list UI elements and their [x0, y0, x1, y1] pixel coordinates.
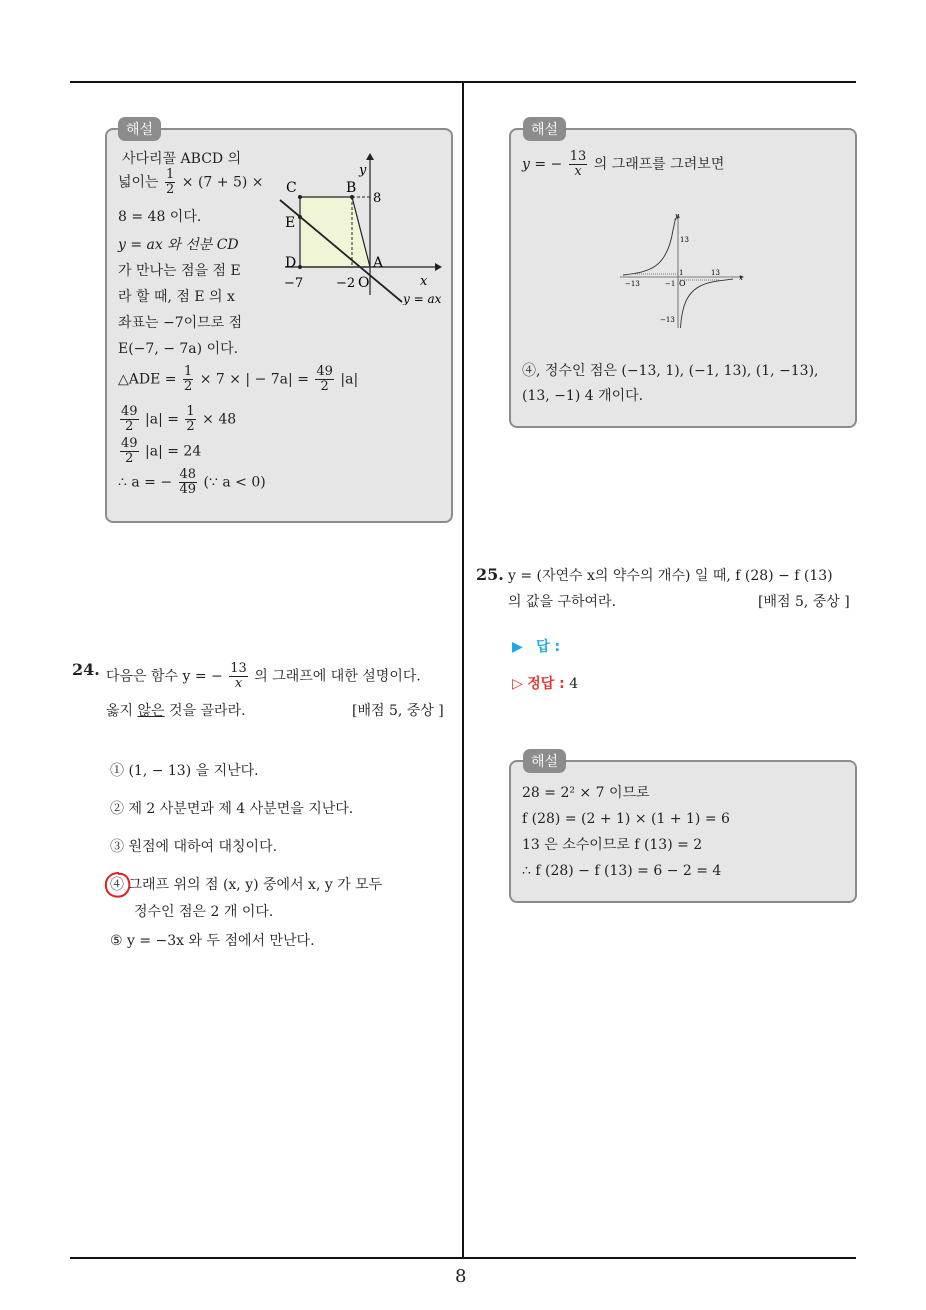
- q24-option-3[interactable]: ③ 원점에 대하여 대칭이다.: [110, 839, 278, 855]
- label-b: B: [346, 180, 357, 196]
- label-a: A: [373, 255, 384, 271]
- sol24-line1: y = − $\frac{13}{x}$ 의 그래프를 그려보면: [522, 149, 725, 179]
- sol23-line10: $\frac{49}{2}$ |a| = $\frac{1}{2}$ × 48: [121, 404, 237, 434]
- sol23-line5: 가 만나는 점을 점 E: [118, 263, 241, 279]
- tick-y-13: 13: [680, 236, 689, 244]
- page-number: 8: [455, 1266, 467, 1287]
- label-y-axis: y: [359, 163, 367, 178]
- q24-option-4-cont: 정수인 점은 2 개 이다.: [134, 904, 274, 920]
- tick-m1: −1: [665, 280, 676, 288]
- label-x-axis: x: [420, 274, 428, 289]
- tick-x-m13: −13: [625, 280, 640, 288]
- q24-points: [배점 5, 중상 ]: [352, 703, 444, 719]
- label-origin: O: [679, 279, 686, 288]
- sol23-line12: ∴ a = − $\frac{48}{49}$ (∵ a < 0): [118, 467, 266, 497]
- q24-stem-line1: 다음은 함수 y = − $\frac{13}{x}$ 의 그래프에 대한 설명이다.: [106, 661, 421, 691]
- point-c: [298, 195, 302, 199]
- sol24-answer-line2: (13, −1) 4 개이다.: [522, 388, 644, 404]
- sol25-line2: f (28) = (2 + 1) × (1 + 1) = 6: [522, 811, 730, 827]
- tick-1: 1: [679, 269, 684, 277]
- trapezoid-graph: [270, 150, 450, 305]
- y-axis-arrow: [366, 153, 374, 160]
- sol25-line3: 13 은 소수이므로 f (13) = 2: [522, 837, 703, 853]
- sol23-line6: 라 할 때, 점 E 의 x: [118, 289, 235, 305]
- label-line: y = ax: [403, 292, 442, 305]
- sol23-line8: E(−7, − 7a) 이다.: [118, 341, 239, 357]
- sol23-line4: y = ax 와 선분 CD: [118, 237, 239, 253]
- label-o: O: [358, 275, 370, 291]
- bottom-rule: [70, 1257, 856, 1259]
- sol23-line1: 사다리꼴 ABCD 의: [122, 151, 242, 167]
- point-d: [298, 265, 302, 269]
- column-divider: [462, 82, 464, 1259]
- q24-option-5[interactable]: ⑤ y = −3x 와 두 점에서 만난다.: [110, 933, 315, 949]
- solution-tag: 해설: [523, 749, 566, 773]
- label-c: C: [286, 180, 297, 196]
- tick-m7: −7: [284, 276, 304, 291]
- q24-stem-line2: 옳지 않은 것을 골라라.: [106, 703, 246, 719]
- correct-value: 4: [569, 676, 579, 692]
- x-axis-arrow: [435, 263, 442, 271]
- label-y-axis: y: [675, 212, 679, 220]
- tick-y-m13: −13: [660, 316, 675, 324]
- sol23-line9: △ADE = $\frac{1}{2}$ × 7 × | − 7a| = $\frac{49}{2}$ |a|: [118, 364, 359, 394]
- sol23-line7: 좌표는 −7이므로 점: [118, 315, 243, 331]
- label-e: E: [285, 215, 296, 231]
- q24-option-1[interactable]: ① (1, − 13) 을 지난다.: [110, 763, 259, 779]
- sol23-line2: 넓이는 $\frac{1}{2}$ × (7 + 5) ×: [118, 167, 264, 197]
- correct-answer-row: [512, 675, 578, 693]
- answer-label: 답 :: [536, 639, 561, 655]
- tick-x-13: 13: [711, 269, 720, 277]
- answer-marker-icon: ▶: [512, 639, 523, 655]
- label-d: D: [285, 255, 297, 271]
- q25-points: [배점 5, 중상 ]: [758, 594, 850, 610]
- tick-m2: −2: [336, 276, 356, 291]
- solution-tag: 해설: [118, 117, 161, 141]
- trapezoid-abcd: [300, 197, 370, 267]
- hyperbola-branch-q2: [623, 218, 676, 275]
- q24-option-4[interactable]: ④ 그래프 위의 점 (x, y) 중에서 x, y 가 모두: [110, 877, 383, 893]
- sol25-line4: ∴ f (28) − f (13) = 6 − 2 = 4: [522, 863, 722, 879]
- correct-marker-icon: ▷: [512, 676, 523, 692]
- sol23-line11: $\frac{49}{2}$ |a| = 24: [121, 436, 202, 466]
- sol24-answer-line1: ④, 정수인 점은 (−13, 1), (−1, 13), (1, −13),: [522, 363, 819, 379]
- point-e: [298, 215, 302, 219]
- sol25-line1: 28 = 2² × 7 이므로: [522, 785, 650, 801]
- question-24-number: 24.: [72, 660, 100, 679]
- hyperbola-graph: [615, 210, 750, 330]
- question-25-number: 25.: [476, 565, 504, 584]
- correct-label: 정답 :: [527, 676, 565, 692]
- q25-stem-line2: 의 값을 구하여라.: [508, 594, 617, 610]
- tick-8: 8: [373, 191, 382, 206]
- answer-circle-mark: [103, 870, 133, 900]
- label-x-axis: x: [739, 274, 743, 282]
- sol23-line3: 8 = 48 이다.: [118, 209, 202, 225]
- solution-box-25: [509, 760, 857, 903]
- q24-option-2[interactable]: ② 제 2 사분면과 제 4 사분면을 지난다.: [110, 801, 354, 817]
- q25-stem-line1: y = (자연수 x의 약수의 개수) 일 때, f (28) − f (13): [508, 568, 833, 584]
- hyperbola-branch-q4: [681, 279, 734, 328]
- solution-tag: 해설: [523, 117, 566, 141]
- answer-input-row[interactable]: [512, 638, 560, 656]
